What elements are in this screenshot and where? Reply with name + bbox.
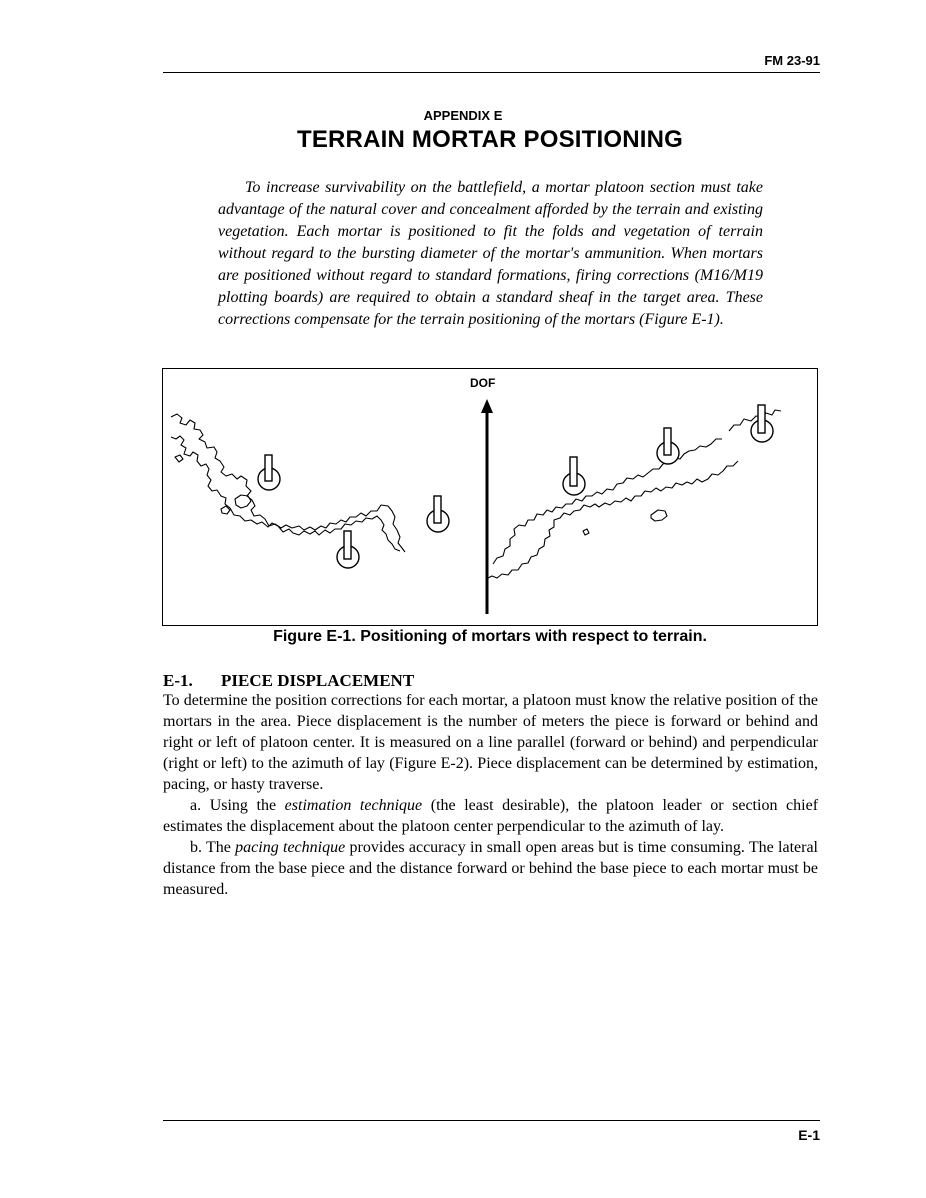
dof-arrow [481, 399, 493, 614]
terrain-patch [583, 529, 589, 535]
terrain-contour-lower-left [171, 436, 400, 551]
mortar-icon [751, 405, 773, 442]
section-title: PIECE DISPLACEMENT [221, 671, 415, 690]
body-paragraph-b [163, 837, 818, 900]
terrain-patch [175, 455, 183, 462]
body-paragraph-a [163, 795, 818, 837]
terrain-contour-lower-right [486, 461, 738, 579]
header-rule [163, 72, 820, 73]
paragraph-a-prefix: a. Using the [190, 797, 285, 814]
appendix-label: APPENDIX E [423, 108, 503, 123]
intro-paragraph: To increase survivability on the battlefield, a mortar platoon section must take advantage of the natural cover and concealment afforded by the terrain and existing vegetation. Each mortar is positioned to fit the folds and vegetation of terrain without regard to the bursting diameter of the mortar's ammunition. When mortars are positioned without regard to standard formations, firing corrections (M16/M19 plotting boards) are required to obtain a standard sheaf in the target area. These corrections compensate for the terrain positioning of the mortars (Figure E-1). [218, 179, 763, 328]
mortar-icon [337, 531, 359, 568]
dof-label: DOF [470, 376, 496, 390]
section-body [163, 690, 818, 900]
terrain-contour-upper-left [171, 414, 405, 552]
document-code: FM 23-91 [764, 53, 820, 68]
paragraph-b-text: provides accuracy in small open areas but is time consuming. The lateral distance from the base piece and the distance forward or behind the base piece to each mortar must be measured. [163, 839, 818, 898]
terrain-illustration [163, 369, 816, 624]
terrain-patch [235, 495, 251, 508]
paragraph-b-prefix: b. The [190, 839, 236, 856]
section-heading [163, 671, 414, 691]
paragraph-a-text: (the least desirable), the platoon leader or section chief estimates the displacement about the platoon center perpendicular to the azimuth of lay. [163, 797, 819, 835]
figure-caption: Figure E-1. Positioning of mortars with respect to terrain. [273, 628, 707, 645]
mortar-icon [657, 428, 679, 464]
intro-paragraph-block [218, 177, 763, 331]
terrain-contour-upper-right [493, 439, 722, 564]
mortar-icon [427, 496, 449, 532]
body-paragraph: To determine the position corrections for each mortar, a platoon must know the relative position of the mortars in the area. Piece displacement is the number of meters the piece is forward or behind and right or left of platoon center. It is measured on a line parallel (forward or behind) and perpendicular (right or left) to the azimuth of lay (Figure E-2). Piece displacement can be determined by estimation, pacing, or hasty traverse. [163, 692, 818, 793]
paragraph-a-term: estimation technique [284, 797, 423, 814]
paragraph-b-term: pacing technique [235, 839, 346, 856]
mortar-icon [563, 457, 585, 495]
footer-rule [163, 1120, 820, 1121]
page-title: TERRAIN MORTAR POSITIONING [296, 126, 684, 153]
mortar-icon [258, 455, 280, 490]
terrain-patch [651, 510, 667, 521]
page-number: E-1 [798, 1127, 820, 1143]
section-number: E-1. [163, 671, 193, 690]
figure-e1 [162, 368, 818, 626]
